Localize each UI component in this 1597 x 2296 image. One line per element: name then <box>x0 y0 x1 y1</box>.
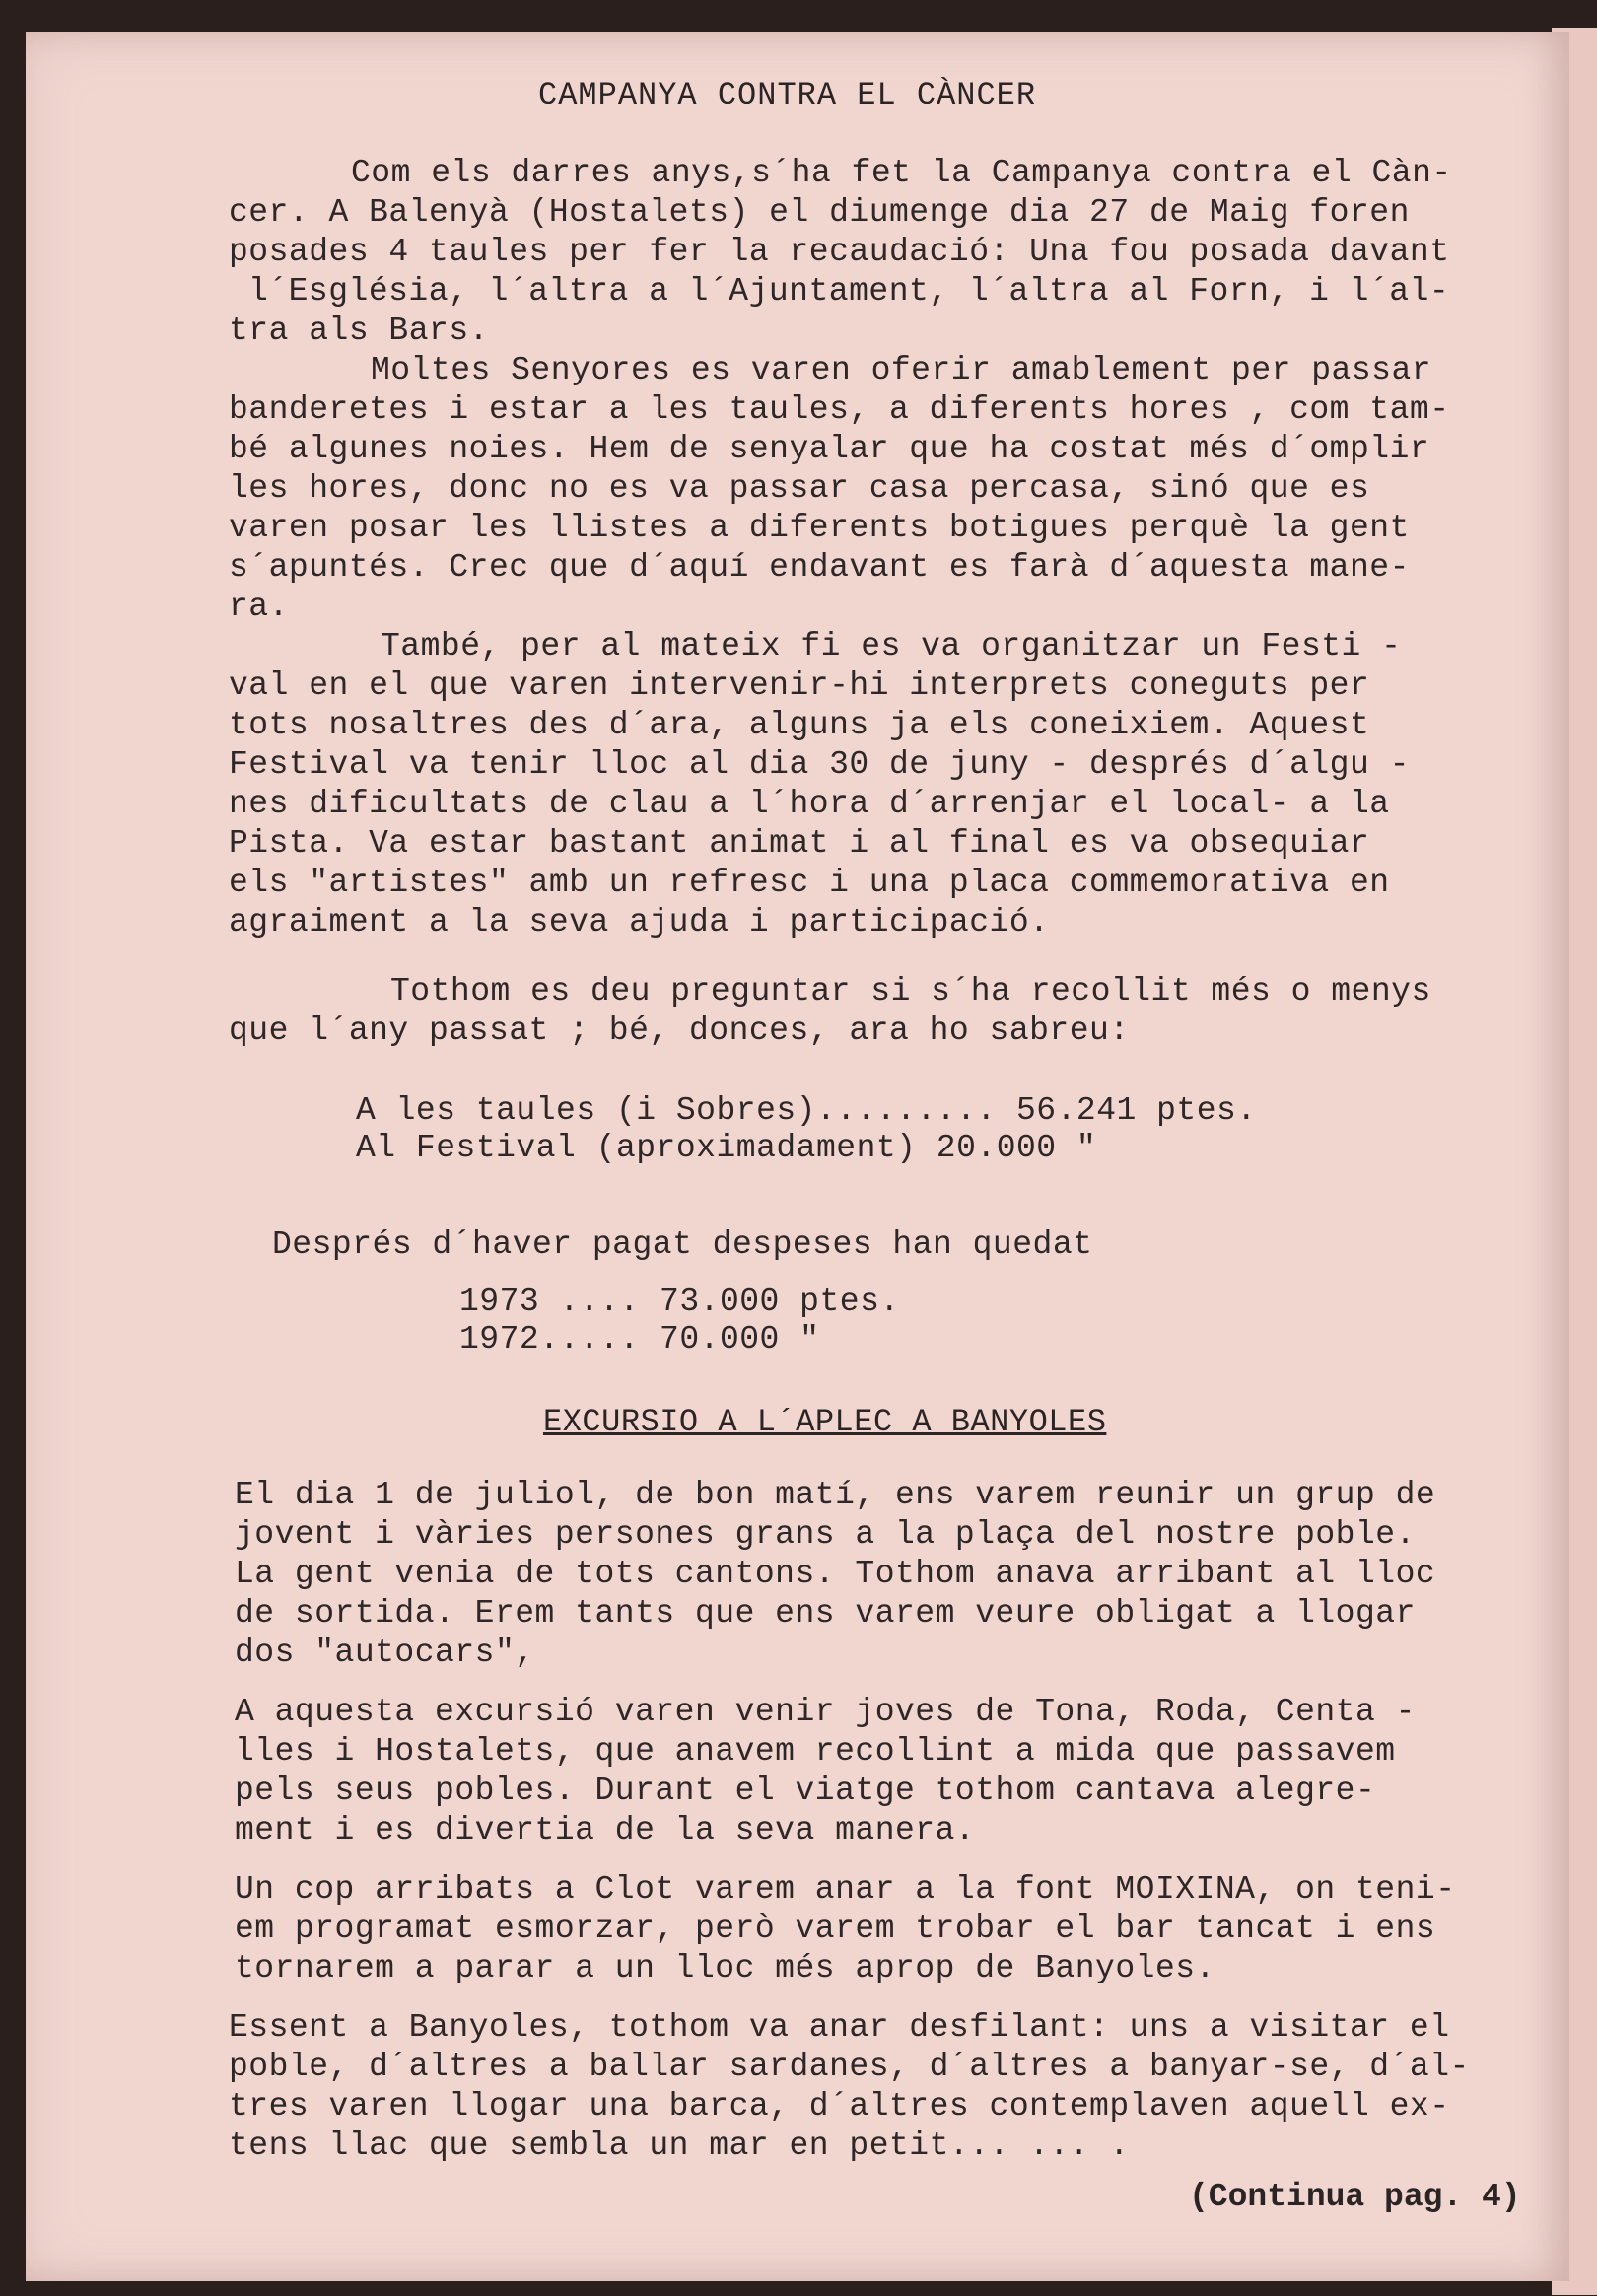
campanya-text-line: cer. A Balenyà (Hostalets) el diumenge dia 27 de Maig foren <box>229 194 1410 231</box>
campanya-text-line: tra als Bars. <box>229 313 489 349</box>
section-heading-excursio: EXCURSIO A L´APLEC A BANYOLES <box>543 1404 1107 1440</box>
campanya-text-line: 1973 .... 73.000 ptes. <box>459 1284 900 1320</box>
excursio-text-line: lles i Hostalets, que anavem recollint a mida que passavem <box>235 1733 1396 1770</box>
campanya-text-line: que l´any passat ; bé, donces, ara ho sabreu: <box>229 1012 1130 1049</box>
campanya-text-line: l´Església, l´altra a l´Ajuntament, l´altra al Forn, i l´al- <box>248 273 1450 310</box>
excursio-text-line: Un cop arribats a Clot varem anar a la font MOIXINA, on teni- <box>235 1871 1456 1908</box>
campanya-text-line: Moltes Senyores es varen oferir amablement per passar <box>371 352 1432 388</box>
campanya-text-line: Pista. Va estar bastant animat i al final es va obsequiar <box>229 825 1370 862</box>
campanya-text-line: ra. <box>229 589 289 625</box>
campanya-text-line: 1972..... 70.000 " <box>459 1321 820 1357</box>
campanya-text-line: Festival va tenir lloc al dia 30 de juny - després d´algu - <box>229 746 1410 783</box>
excursio-text-line: El dia 1 de juliol, de bon matí, ens varem reunir un grup de <box>235 1477 1436 1513</box>
campanya-text-line: agraiment a la seva ajuda i participació. <box>229 904 1050 940</box>
campanya-text-line: varen posar les llistes a diferents botigues perquè la gent <box>229 510 1410 546</box>
excursio-text-line: pels seus pobles. Durant el viatge tothom cantava alegre- <box>235 1773 1376 1809</box>
excursio-text-line: tens llac que sembla un mar en petit... ... . <box>229 2127 1130 2164</box>
continue-note: (Continua pag. 4) <box>1189 2179 1521 2215</box>
excursio-text-line: jovent i vàries persones grans a la plaça del nostre poble. <box>235 1516 1416 1553</box>
excursio-text-line: Essent a Banyoles, tothom va anar desfilant: uns a visitar el <box>229 2009 1450 2046</box>
page-content <box>26 32 1569 2281</box>
campanya-text-line: banderetes i estar a les taules, a diferents hores , com tam- <box>229 391 1450 428</box>
excursio-text-line: La gent venia de tots cantons. Tothom anava arribant al lloc <box>235 1556 1436 1592</box>
campanya-text-line: nes dificultats de clau a l´hora d´arrenjar el local- a la <box>229 786 1390 822</box>
campanya-text-line: També, per al mateix fi es va organitzar un Festi - <box>381 628 1402 664</box>
excursio-text-line: de sortida. Erem tants que ens varem veure obligat a llogar <box>235 1595 1416 1632</box>
campanya-text-line: Després d´haver pagat despeses han quedat <box>272 1226 1093 1263</box>
excursio-text-line: tornarem a parar a un lloc més aprop de Banyoles. <box>235 1950 1215 1986</box>
campanya-text-line: Com els darres anys,s´ha fet la Campanya contra el Càn- <box>351 155 1452 191</box>
campanya-text-line: els "artistes" amb un refresc i una placa commemorativa en <box>229 865 1390 901</box>
excursio-text-line: em programat esmorzar, però varem trobar el bar tancat i ens <box>235 1911 1436 1947</box>
campanya-text-line: posades 4 taules per fer la recaudació: Una fou posada davant <box>229 234 1450 270</box>
campanya-text-line: val en el que varen intervenir-hi interprets coneguts per <box>229 667 1370 704</box>
excursio-text-line: ment i es divertia de la seva manera. <box>235 1812 976 1848</box>
excursio-text-line: tres varen llogar una barca, d´altres contemplaven aquell ex- <box>229 2088 1450 2124</box>
excursio-text-line: A aquesta excursió varen venir joves de Tona, Roda, Centa - <box>235 1694 1416 1730</box>
document-page <box>26 32 1569 2281</box>
excursio-text-line: dos "autocars", <box>235 1635 535 1671</box>
campanya-text-line: A les taules (i Sobres)......... 56.241 ptes. <box>356 1092 1257 1129</box>
campanya-text-line: bé algunes noies. Hem de senyalar que ha costat més d´omplir <box>229 431 1430 467</box>
campanya-text-line: s´apuntés. Crec que d´aquí endavant es farà d´aquesta mane- <box>229 549 1410 586</box>
campanya-text-line: tots nosaltres des d´ara, alguns ja els coneixiem. Aquest <box>229 707 1370 743</box>
campanya-text-line: les hores, donc no es va passar casa percasa, sinó que es <box>229 470 1370 507</box>
campanya-text-line: Al Festival (aproximadament) 20.000 " <box>356 1130 1097 1166</box>
campanya-text-line: Tothom es deu preguntar si s´ha recollit més o menys <box>390 973 1431 1009</box>
excursio-text-line: poble, d´altres a ballar sardanes, d´altres a banyar-se, d´al- <box>229 2049 1470 2085</box>
page-title: CAMPANYA CONTRA EL CÀNCER <box>538 77 1037 113</box>
